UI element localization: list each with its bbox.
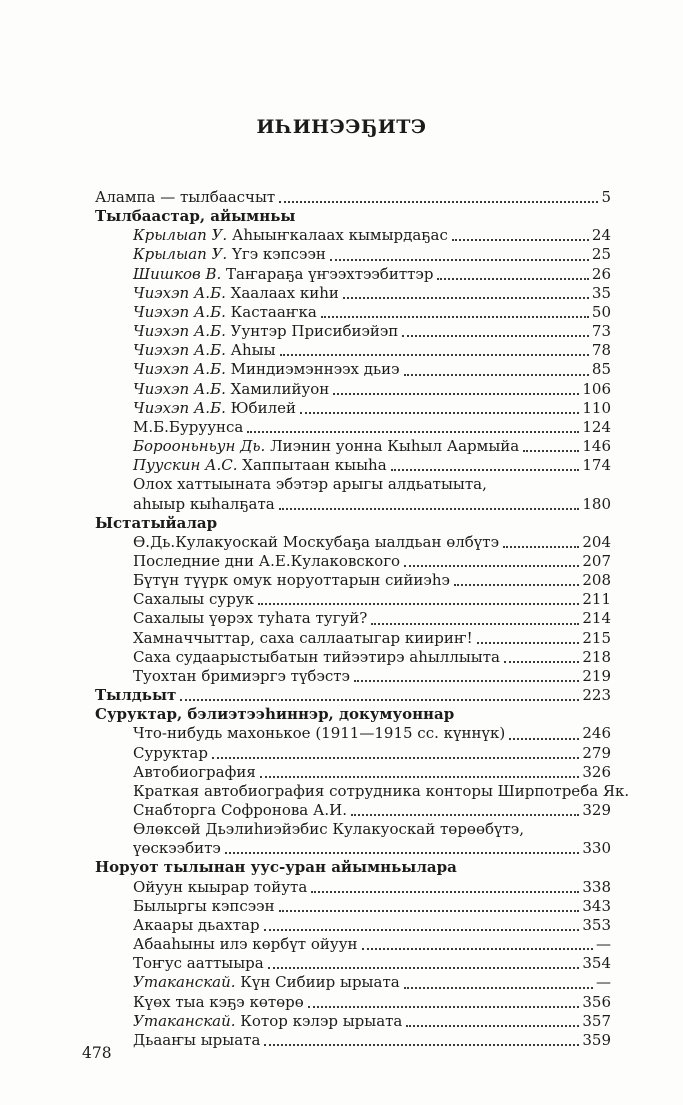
toc-entry bbox=[95, 686, 611, 705]
entry-title: Тылбаастар, айымньы bbox=[95, 207, 296, 226]
dot-leader bbox=[268, 967, 580, 969]
dot-leader bbox=[351, 814, 579, 816]
entry-text bbox=[133, 724, 505, 743]
entry-author: Шишков В. bbox=[133, 264, 227, 283]
entry-page: 359 bbox=[582, 1030, 611, 1049]
toc-entry bbox=[95, 265, 611, 284]
entry-page: 357 bbox=[582, 1011, 611, 1030]
entry-text bbox=[133, 533, 499, 552]
entry-author: Утаканскай. bbox=[133, 1011, 241, 1030]
entry-text bbox=[133, 839, 221, 858]
entry-text bbox=[133, 495, 275, 514]
entry-author: Утаканскай. bbox=[133, 973, 241, 992]
entry-text bbox=[133, 360, 400, 379]
toc-list bbox=[95, 188, 630, 1050]
entry-title: Саха судаарыстыбатын тийээтирэ аһыллыыта bbox=[133, 647, 500, 666]
entry-text bbox=[133, 475, 487, 494]
toc-entry bbox=[95, 418, 611, 437]
entry-text bbox=[133, 552, 400, 571]
entry-author: Чиэхэп А.Б. bbox=[133, 302, 231, 321]
dot-leader bbox=[391, 469, 580, 471]
page-title: ИҺИНЭЭҔИТЭ bbox=[256, 116, 427, 138]
entry-author: Пуускин А.С. bbox=[133, 456, 243, 475]
entry-page: 35 bbox=[591, 283, 611, 302]
entry-text bbox=[95, 705, 454, 724]
entry-title: Котор кэлэр ырыата bbox=[240, 1011, 403, 1030]
entry-page: 215 bbox=[582, 628, 611, 647]
entry-page: 330 bbox=[582, 839, 611, 858]
dot-leader bbox=[504, 661, 579, 663]
dot-leader bbox=[452, 239, 589, 241]
entry-page: 146 bbox=[582, 437, 611, 456]
toc-entry bbox=[95, 724, 611, 743]
entry-text bbox=[133, 744, 208, 763]
toc-entry bbox=[95, 667, 611, 686]
entry-author: Чиэхэп А.Б. bbox=[133, 379, 231, 398]
entry-page: 207 bbox=[582, 551, 611, 570]
entry-title: Суруктар bbox=[133, 743, 208, 762]
entry-title: Туохтан бримиэргэ түбэстэ bbox=[133, 666, 350, 685]
entry-page: 5 bbox=[601, 188, 611, 206]
entry-page: 343 bbox=[582, 896, 611, 915]
entry-title: Аһыыҥкалаах кымырдаҕас bbox=[231, 226, 448, 245]
entry-author: Борооньньун Дь. bbox=[133, 437, 271, 456]
entry-author: Чиэхэп А.Б. bbox=[133, 398, 231, 417]
entry-page: 50 bbox=[591, 302, 611, 321]
entry-title: Снабторга Софронова А.И. bbox=[133, 801, 347, 819]
entry-title: Ө.Дь.Кулакуоскай Москубаҕа ыалдьан өлбүтэ bbox=[133, 532, 499, 551]
entry-page: 78 bbox=[591, 341, 611, 360]
toc-entry bbox=[95, 744, 611, 763]
dot-leader bbox=[371, 623, 579, 625]
entry-title: Автобиография bbox=[133, 762, 256, 781]
entry-text bbox=[133, 878, 307, 897]
entry-title: Сахалыы үөрэх туһата тугуй? bbox=[133, 609, 368, 628]
dot-leader bbox=[212, 757, 579, 759]
dot-leader bbox=[477, 642, 580, 644]
entry-page: 338 bbox=[582, 877, 611, 896]
toc-entry bbox=[95, 954, 611, 973]
dot-leader bbox=[333, 393, 579, 395]
entry-text bbox=[133, 820, 524, 839]
entry-page: 356 bbox=[582, 992, 611, 1011]
entry-author: Чиэхэп А.Б. bbox=[133, 360, 231, 379]
entry-title: Миндиэмэннээх дьиэ bbox=[230, 360, 400, 379]
entry-page: 214 bbox=[582, 609, 611, 628]
entry-title: Ыстатыйалар bbox=[95, 513, 218, 532]
entry-page: 219 bbox=[582, 666, 611, 685]
entry-title: Юбилей bbox=[230, 398, 296, 417]
entry-text bbox=[133, 935, 358, 954]
toc-entry bbox=[95, 571, 611, 590]
entry-text bbox=[133, 648, 500, 667]
entry-title: Тоҥус ааттыыра bbox=[133, 954, 264, 973]
entry-title: Кастааҥка bbox=[230, 302, 317, 321]
entry-page: 211 bbox=[582, 590, 611, 609]
entry-title: аһыыр кыһалҕата bbox=[133, 494, 275, 513]
toc-entry bbox=[95, 878, 611, 897]
entry-title: Ойуун кыырар тойута bbox=[133, 877, 308, 896]
toc-entry bbox=[95, 916, 611, 935]
dot-leader bbox=[264, 1044, 579, 1046]
entry-title: Хаалаах киһи bbox=[230, 283, 339, 302]
entry-title: Хамначчыттар, саха саллаатыгар киириҥ! bbox=[133, 628, 473, 647]
entry-title: Сахалыы сурук bbox=[133, 590, 255, 609]
toc-entry bbox=[95, 245, 611, 264]
toc-entry bbox=[95, 552, 611, 571]
dot-leader bbox=[330, 259, 589, 261]
dot-leader bbox=[343, 297, 589, 299]
entry-title: Уунтэр Присибиэйэп bbox=[230, 322, 399, 341]
toc-entry bbox=[95, 322, 611, 341]
toc-entry bbox=[95, 207, 611, 226]
dot-leader bbox=[311, 891, 579, 893]
entry-text bbox=[95, 858, 457, 877]
toc-entry bbox=[95, 590, 611, 609]
dot-leader bbox=[404, 987, 593, 989]
entry-title: Краткая автобиография сотрудника конторы Ширпотреба Як. bbox=[133, 781, 630, 800]
entry-title: Алампа — тылбаасчыт bbox=[95, 188, 276, 206]
entry-text bbox=[133, 590, 254, 609]
entry-page: 24 bbox=[591, 226, 611, 245]
page-number: 478 bbox=[82, 1044, 112, 1062]
entry-page: 279 bbox=[582, 743, 611, 762]
entry-title: Абааһыны илэ көрбүт ойуун bbox=[133, 935, 358, 954]
toc-entry bbox=[95, 705, 611, 724]
toc-entry bbox=[95, 1012, 611, 1031]
entry-page: 354 bbox=[582, 954, 611, 973]
toc-entry bbox=[95, 1031, 611, 1050]
entry-text bbox=[95, 514, 217, 533]
dot-leader bbox=[321, 316, 589, 318]
entry-page: 180 bbox=[582, 494, 611, 513]
toc-entry bbox=[95, 993, 611, 1012]
dot-leader bbox=[308, 1006, 580, 1008]
entry-text bbox=[95, 188, 275, 207]
entry-title: Аһыы bbox=[230, 341, 276, 360]
toc-entry bbox=[95, 495, 611, 514]
dot-leader bbox=[354, 680, 579, 682]
entry-text bbox=[133, 897, 275, 916]
dot-leader bbox=[402, 335, 589, 337]
dot-leader bbox=[404, 374, 589, 376]
entry-text bbox=[133, 1012, 402, 1031]
entry-title: Лиэнин уонна Кыһыл Аармыйа bbox=[270, 437, 520, 456]
entry-title: Өлөксөй Дьэлиһиэйэбис Кулакуоскай төрөөбүтэ, bbox=[133, 820, 524, 839]
toc-entry bbox=[95, 514, 611, 533]
entry-text bbox=[133, 667, 350, 686]
entry-text bbox=[133, 380, 329, 399]
entry-text bbox=[133, 993, 304, 1012]
entry-title: Хамилийуон bbox=[230, 379, 330, 398]
toc-entry bbox=[95, 820, 611, 839]
dot-leader bbox=[454, 584, 579, 586]
entry-text bbox=[133, 341, 276, 360]
entry-text bbox=[133, 322, 398, 341]
entry-title: М.Б.Буруунса bbox=[133, 417, 244, 436]
entry-title: Таҥараҕа үҥээхтээбиттэр bbox=[226, 264, 434, 283]
entry-text bbox=[133, 437, 519, 456]
toc-entry bbox=[95, 648, 611, 667]
toc-entry bbox=[95, 609, 611, 628]
entry-text bbox=[133, 418, 243, 437]
dot-leader bbox=[258, 603, 579, 605]
entry-page: 204 bbox=[582, 532, 611, 551]
entry-page: 246 bbox=[582, 724, 611, 743]
toc-entry bbox=[95, 973, 611, 992]
entry-text bbox=[133, 1031, 260, 1050]
toc-entry bbox=[95, 284, 611, 303]
entry-text bbox=[133, 609, 367, 628]
entry-page: 25 bbox=[591, 245, 611, 264]
entry-page: 208 bbox=[582, 571, 611, 590]
dot-leader bbox=[523, 450, 579, 452]
entry-page: 174 bbox=[582, 456, 611, 475]
entry-page: — bbox=[596, 973, 611, 992]
entry-text bbox=[133, 245, 326, 264]
toc-entry bbox=[95, 475, 611, 494]
entry-author: Чиэхэп А.Б. bbox=[133, 283, 231, 302]
toc-entry bbox=[95, 533, 611, 552]
entry-text bbox=[133, 284, 339, 303]
toc-entry bbox=[95, 629, 611, 648]
toc-entry bbox=[95, 763, 611, 782]
toc-entry bbox=[95, 226, 611, 245]
entry-title: үөскээбитэ bbox=[133, 839, 221, 858]
entry-text bbox=[133, 399, 296, 418]
dot-leader bbox=[406, 1025, 579, 1027]
dot-leader bbox=[279, 910, 580, 912]
entry-page: — bbox=[596, 935, 611, 954]
toc-entry bbox=[95, 380, 611, 399]
dot-leader bbox=[503, 546, 579, 548]
entry-text bbox=[133, 303, 317, 322]
entry-text bbox=[133, 456, 387, 475]
dot-leader bbox=[225, 852, 580, 854]
dot-leader bbox=[247, 431, 579, 433]
toc-entry bbox=[95, 360, 611, 379]
toc-entry bbox=[95, 897, 611, 916]
dot-leader bbox=[260, 776, 580, 778]
entry-text bbox=[95, 686, 176, 705]
entry-author: Чиэхэп А.Б. bbox=[133, 341, 231, 360]
dot-leader bbox=[300, 412, 579, 414]
entry-page: 353 bbox=[582, 915, 611, 934]
entry-text bbox=[133, 226, 448, 245]
entry-title: Последние дни А.Е.Кулаковского bbox=[133, 551, 401, 570]
toc-entry bbox=[95, 935, 611, 954]
entry-title: Дьааҥы ырыата bbox=[133, 1030, 261, 1049]
entry-author: Крылыап У. bbox=[133, 245, 232, 264]
entry-page: 124 bbox=[582, 417, 611, 436]
dot-leader bbox=[509, 738, 579, 740]
toc-entry bbox=[95, 839, 611, 858]
entry-text bbox=[95, 207, 295, 226]
toc-entry bbox=[95, 781, 630, 801]
dot-leader bbox=[280, 354, 589, 356]
toc-entry bbox=[95, 188, 611, 207]
toc-entry bbox=[95, 437, 611, 456]
entry-page: 326 bbox=[582, 762, 611, 781]
entry-text bbox=[133, 801, 347, 820]
entry-text bbox=[133, 973, 400, 992]
entry-text bbox=[133, 629, 473, 648]
toc-entry bbox=[95, 456, 611, 475]
entry-title: Акаары дьахтар bbox=[133, 915, 260, 934]
dot-leader bbox=[404, 565, 579, 567]
entry-title: Тылдьыт bbox=[95, 686, 177, 705]
entry-page: 26 bbox=[591, 264, 611, 283]
entry-page: 223 bbox=[582, 686, 611, 705]
dot-leader bbox=[279, 201, 598, 203]
dot-leader bbox=[279, 508, 580, 510]
toc-entry bbox=[95, 858, 611, 877]
entry-title: Үгэ кэпсээн bbox=[231, 245, 326, 264]
entry-text bbox=[133, 265, 433, 284]
dot-leader bbox=[180, 699, 579, 701]
toc-entry bbox=[95, 303, 611, 322]
entry-page: 218 bbox=[582, 647, 611, 666]
dot-leader bbox=[362, 948, 593, 950]
entry-page: 73 bbox=[591, 322, 611, 341]
entry-title: Былыргы кэпсээн bbox=[133, 896, 275, 915]
entry-text bbox=[133, 763, 256, 782]
entry-page: 106 bbox=[582, 379, 611, 398]
entry-title: Бүтүн түүрк омук норуоттарын сийиэһэ bbox=[133, 571, 450, 590]
entry-title: Суруктар, бэлиэтээһиннэр, докумуоннар bbox=[95, 705, 455, 724]
toc-entry bbox=[95, 341, 611, 360]
entry-page: 85 bbox=[591, 360, 611, 379]
entry-title: Күн Сибиир ырыата bbox=[240, 973, 400, 992]
entry-text bbox=[133, 954, 264, 973]
entry-title: Олох хаттыыната эбэтэр арыгы алдьатыыта, bbox=[133, 475, 487, 494]
toc-entry bbox=[95, 399, 611, 418]
dot-leader bbox=[264, 929, 580, 931]
entry-title: Норуот тылынан уус-уран айымньылара bbox=[95, 858, 457, 877]
entry-page: 110 bbox=[582, 398, 611, 417]
entry-author: Крылыап У. bbox=[133, 226, 232, 245]
entry-title: Что-нибудь махонькое (1911—1915 сс. күннүк) bbox=[133, 724, 506, 743]
entry-text bbox=[133, 571, 450, 590]
toc-entry bbox=[95, 801, 611, 820]
entry-text bbox=[133, 916, 260, 935]
entry-text bbox=[133, 782, 629, 801]
entry-title: Хаппытаан кыыһа bbox=[242, 456, 387, 475]
entry-page: 329 bbox=[582, 801, 611, 819]
entry-title: Күөх тыа кэҕэ көтөрө bbox=[133, 992, 304, 1011]
entry-author: Чиэхэп А.Б. bbox=[133, 322, 231, 341]
dot-leader bbox=[437, 278, 588, 280]
